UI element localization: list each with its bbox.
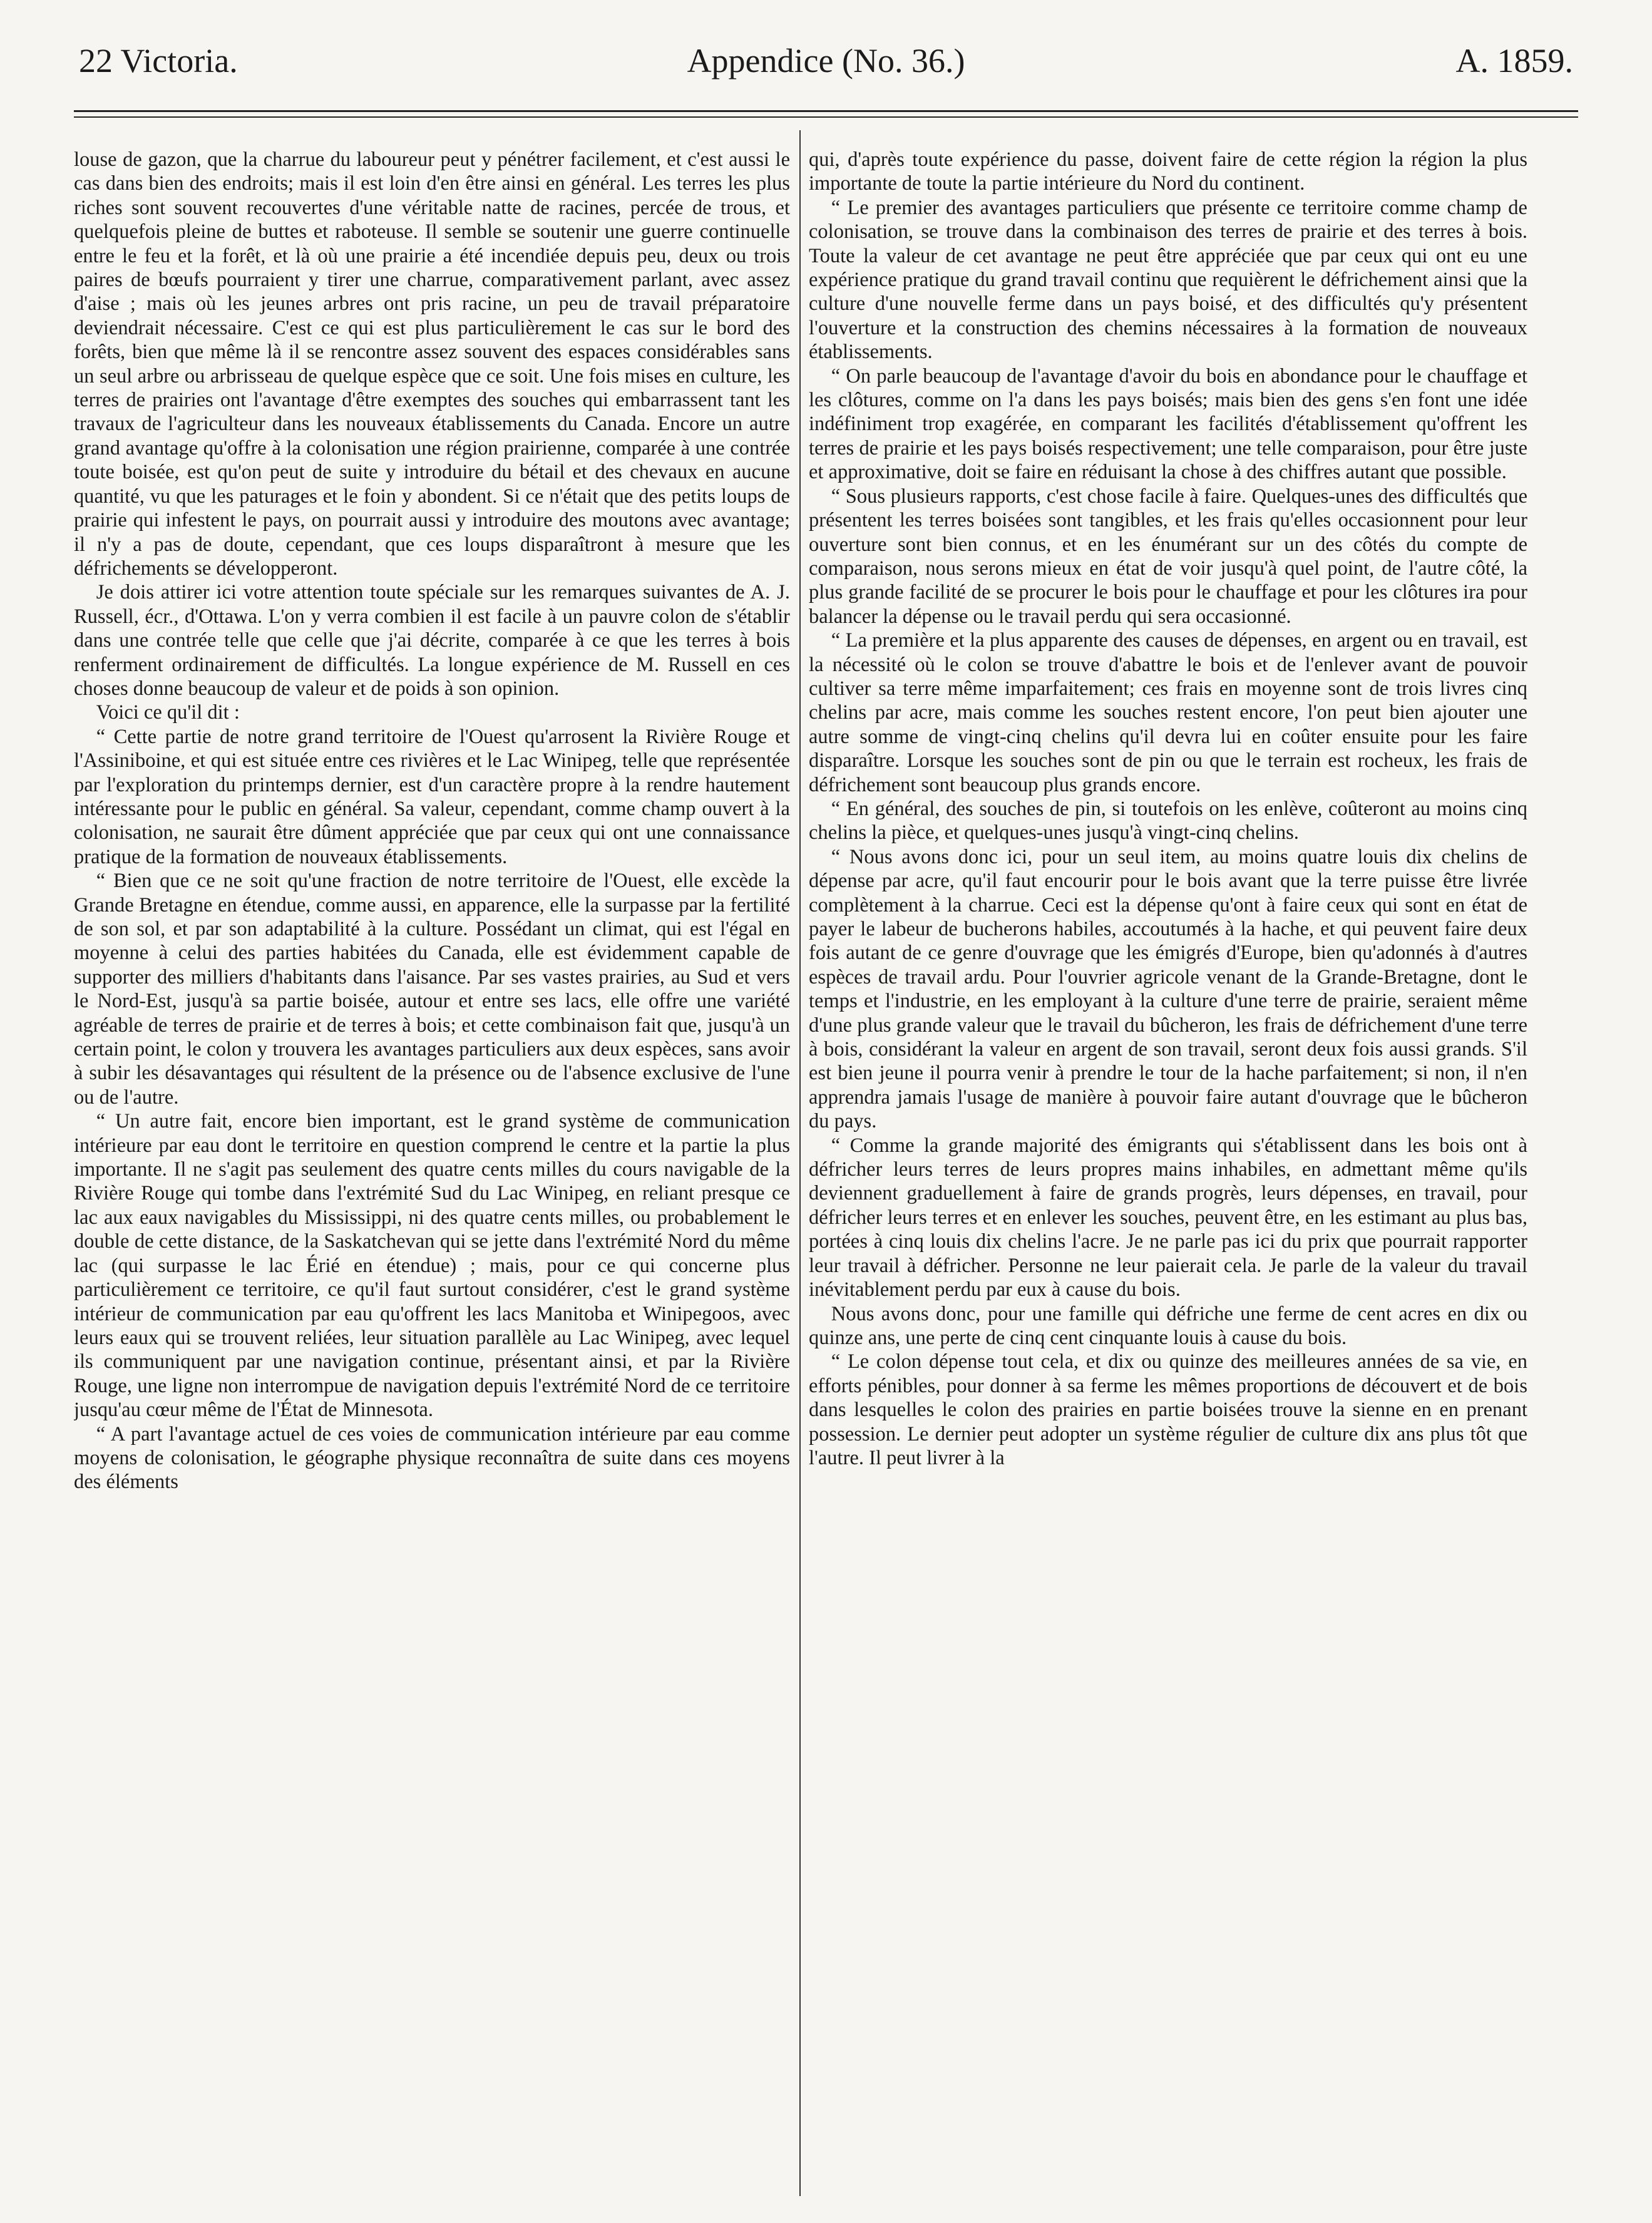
paragraph: Voici ce qu'il dit : — [96, 701, 240, 724]
left-column — [74, 148, 790, 2185]
header-session: 22 Victoria. — [79, 42, 238, 80]
paragraph: “ Le premier des avantages particuliers que présente ce territoire comme champ de colonisation, se trouve dans la combinaison des terres de prairie et des terres à bois. Toute la valeur de cet avantage ne peut être appréciée que par ceux qui ont eu une expérience pratique du grand travail continu que requièrent le défrichement ainsi que la culture d'une nouvelle ferme dans un pays boisé, et des difficultés qu'y présentent l'ouverture et la construction des chemins nécessaires à la formation de nouveaux établissements. — [809, 196, 1527, 364]
paragraph: “ Bien que ce ne soit qu'une fraction de notre territoire de l'Ouest, elle excède la Grande Bretagne en étendue, comme aussi, en apparence, elle la surpasse par la fertilité de son sol, et par son adaptabilité à la culture. Possédant un climat, qui est l'égal en moyenne à celui des parties habitées du Canada, elle est évidemment capable de supporter des milliers d'habitants dans l'aisance. Par ses vastes prairies, au Sud et vers le Nord-Est, jusqu'à sa partie boisée, autour et entre ses lacs, elle offre une variété agréable de terres de prairie et de terres à bois; et cette combinaison fait que, jusqu'à un certain point, le colon y trouvera les avantages particuliers aux deux espèces, sans avoir à subir les désavantages qui résultent de la présence ou de l'absence exclusive de l'une ou de l'autre. — [74, 870, 790, 1109]
paragraph: Je dois attirer ici votre attention toute spéciale sur les remarques suivantes de A. J. Russell, écr., d'Ottawa. L'on y verra combien il est facile à un pauvre colon de s'établir dans une contrée telle que celle que j'ai décrite, comparée à ce que les terres à bois renferment ordinairement de difficultés. La longue expérience de M. Russell en ces choses donne beaucoup de valeur et de poids à son opinion. — [74, 581, 790, 700]
paragraph: “ Comme la grande majorité des émigrants qui s'établissent dans les bois ont à défricher leurs terres de leurs propres mains inhabiles, en admettant même qu'ils deviennent graduellement à faire de grands progrès, leurs dépenses, en travail, pour défricher leurs terres et en enlever les souches, peuvent être, en les estimant au plus bas, portées à cinq louis dix chelins l'acre. Je ne parle pas ici du prix que pourrait rapporter leur travail à défricher. Personne ne leur paierait cela. Je parle de la valeur du travail inévitablement perdu par eux à cause du bois. — [809, 1134, 1527, 1301]
paragraph: qui, d'après toute expérience du passe, doivent faire de cette région la région la plus importante de toute la partie intérieure du Nord du continent. — [809, 148, 1527, 195]
right-column — [809, 148, 1527, 2185]
paragraph: “ Sous plusieurs rapports, c'est chose facile à faire. Quelques-unes des difficultés que présentent les terres boisées sont tangibles, et les frais qu'elles occasionnent pour leur ouverture sont bien connus, et en les énumérant sur un des côtés du compte de comparaison, nous serons mieux en état de voir jusqu'à quel point, de l'autre côté, la plus grande facilité de se procurer le bois pour le chauffage et pour les clôtures ira pour balancer la dépense ou le travail perdu qui sera occasionné. — [809, 485, 1527, 628]
column-divider — [799, 130, 801, 2196]
paragraph: “ La première et la plus apparente des causes de dépenses, en argent ou en travail, est la nécessité où le colon se trouve d'abattre le bois et de l'enlever avant de pouvoir cultiver sa terre même imparfaitement; ces frais en moyenne sont de trois livres cinq chelins par acre, mais comme les souches restent encore, l'on peut bien ajouter une autre somme de vingt-cinq chelins qu'il devra lui en coûter ensuite pour les faire disparaître. Lorsque les souches sont de pin ou que le terrain est rocheux, les frais de défrichement sont beaucoup plus grands encore. — [809, 629, 1527, 796]
paragraph: Nous avons donc, pour une famille qui défriche une ferme de cent acres en dix ou quinze ans, une perte de cinq cent cinquante louis à cause du bois. — [809, 1302, 1527, 1349]
header-title: Appendice (No. 36.) — [687, 42, 965, 80]
paragraph: “ Le colon dépense tout cela, et dix ou quinze des meilleures années de sa vie, en efforts pénibles, pour donner à sa ferme les mêmes proportions de découvert et de bois dans lesquelles le colon des prairies en partie boisées trouve la sienne en en prenant possession. Le dernier peut adopter un système régulier de culture dix ans plus tôt que l'autre. Il peut livrer à la — [809, 1350, 1527, 1469]
paragraph: louse de gazon, que la charrue du laboureur peut y pénétrer facilement, et c'est aussi le cas dans bien des endroits; mais il est loin d'en être ainsi en général. Les terres les plus riches sont souvent recouvertes d'une véritable natte de racines, percée de trous, et quelquefois pleine de buttes et raboteuse. Il semble se soutenir une guerre continuelle entre le feu et la forêt, et là où une prairie a été incendiée depuis peu, deux ou trois paires de bœufs pourraient y tirer une charrue, comparativement parlant, avec assez d'aise ; mais où les jeunes arbres ont pris racine, un peu de travail préparatoire deviendrait nécessaire. C'est ce qui est plus particulièrement le cas sur le bord des forêts, bien que même là il se rencontre assez souvent des espaces considérables sans un seul arbre ou arbrisseau de quelque espèce que ce soit. Une fois mises en culture, les terres de prairies ont l'avantage d'être exemptes des souches qui embarrassent tant les travaux de l'agriculteur dans les nouveaux établissements du Canada. Encore un autre grand avantage qu'offre à la colonisation une région prairienne, comparée à une contrée toute boisée, est qu'on peut de suite y introduire du bétail et des chevaux en aucune quantité, vu que les paturages et le foin y abondent. Si ce n'était que des petits loups de prairie qui infestent le pays, on pourrait aussi y introduire des moutons avec avantage; il n'y a pas de doute, cependant, que ces loups disparaîtront à mesure que les défrichements se développeront. — [74, 148, 790, 580]
paragraph: “ A part l'avantage actuel de ces voies de communication intérieure par eau comme moyens de colonisation, le géographe physique reconnaîtra de suite dans ces moyens des éléments — [74, 1422, 790, 1494]
paragraph: “ On parle beaucoup de l'avantage d'avoir du bois en abondance pour le chauffage et les clôtures, comme on l'a dans les pays boisés; mais bien des gens s'en font une idée indéfiniment trop exagérée, en comparant les facilités d'établissement qu'offrent les terres de prairie et les pays boisés respectivement; une telle comparaison, pour être juste et approximative, doit se faire en réduisant la chose à des chiffres autant que possible. — [809, 364, 1527, 484]
header-rule-thin — [74, 116, 1578, 118]
paragraph: “ Nous avons donc ici, pour un seul item, au moins quatre louis dix chelins de dépense par acre, qu'il faut encourir pour le bois avant que la terre puisse être livrée complètement à la charrue. Ceci est la dépense qu'ont à faire ceux qui sont en état de payer le labeur de bucherons habiles, accoutumés à la hache, et qui peuvent faire deux fois autant de ce genre d'ouvrage que les émigrés d'Europe, bien qu'adonnés à d'autres espèces de travail ardu. Pour l'ouvrier agricole venant de la Grande-Bretagne, dont le temps et l'industrie, en les employant à la culture d'une terre de prairie, seraient même d'une plus grande valeur que le travail du bûcheron, les frais de défrichement d'une terre à bois, considérant la valeur en argent de son travail, seront deux fois aussi grands. S'il est bien jeune il pourra venir à prendre le tour de la hache parfaitement; si non, il n'en apprendra jamais l'usage de manière à pouvoir faire autant d'ouvrage que le bûcheron du pays. — [809, 845, 1527, 1133]
header-rule-thick — [74, 110, 1578, 112]
header-year: A. 1859. — [1455, 42, 1573, 80]
paragraph: “ En général, des souches de pin, si toutefois on les enlève, coûteront au moins cinq chelins la pièce, et quelques-unes jusqu'à vingt-cinq chelins. — [809, 797, 1527, 845]
paragraph: “ Cette partie de notre grand territoire de l'Ouest qu'arrosent la Rivière Rouge et l'Assiniboine, et qui est située entre ces rivières et le Lac Winipeg, telle que représentée par l'exploration du printemps dernier, est d'un caractère propre à la rendre hautement intéressante pour le public en général. Sa valeur, cependant, comme champ ouvert à la colonisation, ne saurait être dûment appréciée que par ceux qui ont une connaissance pratique de la formation de nouveaux établissements. — [74, 725, 790, 868]
paragraph: “ Un autre fait, encore bien important, est le grand système de communication intérieure par eau dont le territoire en question comprend le centre et la partie la plus importante. Il ne s'agit pas seulement des quatre cents milles du cours navigable de la Rivière Rouge qui tombe dans l'extrémité Sud du Lac Winipeg, en reliant presque ce lac aux eaux navigables du Mississippi, ni des quatre cents milles, ou probablement le double de cette distance, de la Saskatchevan qui se jette dans l'extrémité Nord du même lac (qui surpasse le lac Érié en étendue) ; mais, pour ce qui concerne plus particulièrement ce territoire, ce qu'il faut surtout considérer, c'est le grand système intérieur de communication par eau qu'offrent les lacs Manitoba et Winipegoos, avec leurs eaux qui se trouvent reliées, leur situation parallèle au Lac Winipeg, avec lequel ils communiquent par une navigation continue, présentant ainsi, et par la Rivière Rouge, une ligne non interrompue de navigation depuis l'extrémité Nord de ce territoire jusqu'au cœur même de l'État de Minnesota. — [74, 1110, 790, 1422]
running-header — [74, 39, 1578, 83]
